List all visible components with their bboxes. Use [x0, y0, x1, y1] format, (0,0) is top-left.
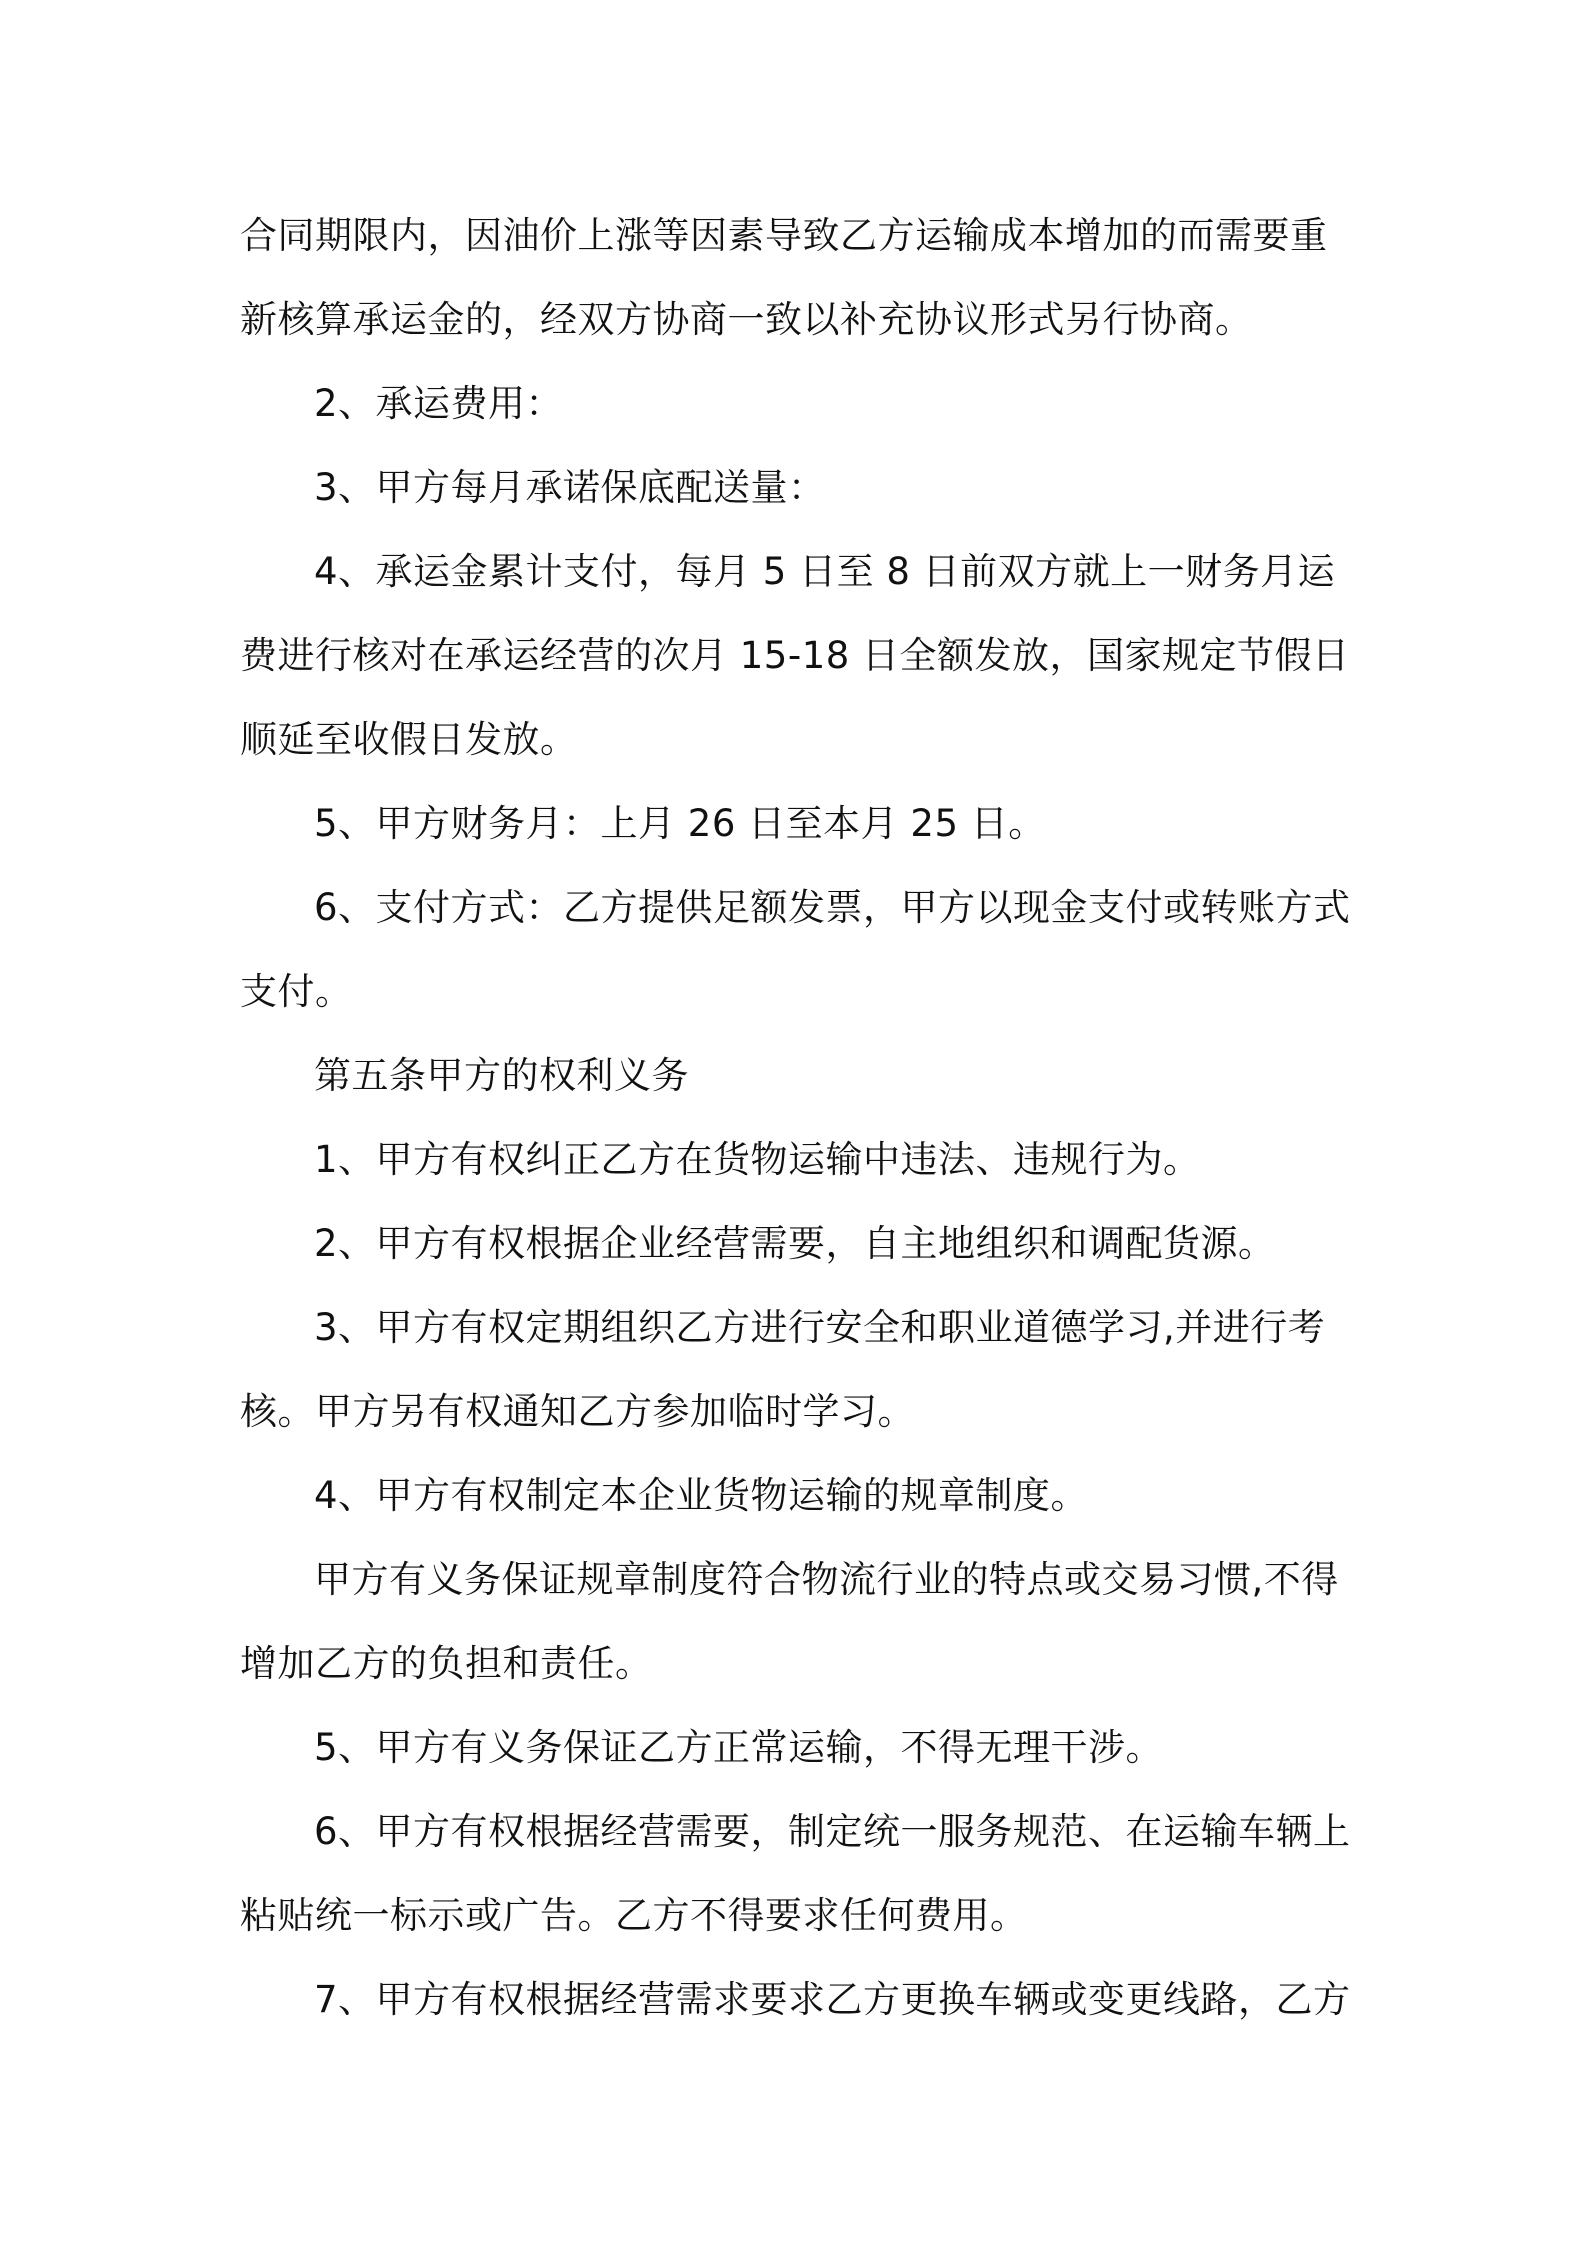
paragraph-right-change-vehicle: 7、甲方有权根据经营需求要求乙方更换车辆或变更线路，乙方	[314, 1978, 1351, 2021]
paragraph-minimum-volume: 3、甲方每月承诺保底配送量：	[314, 466, 826, 509]
paragraph-right-training: 3、甲方有权定期组织乙方进行安全和职业道德学习,并进行考核。甲方另有权通知乙方参加临时学习。	[240, 1306, 1326, 1433]
paragraph-duty-regulations: 甲方有义务保证规章制度符合物流行业的特点或交易习惯,不得增加乙方的负担和责任。	[240, 1558, 1339, 1685]
paragraph-duty-normal-transport: 5、甲方有义务保证乙方正常运输，不得无理干涉。	[314, 1726, 1164, 1769]
paragraph-freight-fee: 2、承运费用：	[314, 382, 564, 425]
paragraph-right-service-standards: 6、甲方有权根据经营需要，制定统一服务规范、在运输车辆上粘贴统一标示或广告。乙方不得要求任何费用。	[240, 1810, 1351, 1937]
paragraph-payment-method: 6、支付方式：乙方提供足额发票，甲方以现金支付或转账方式支付。	[240, 886, 1351, 1013]
paragraph-right-regulations: 4、甲方有权制定本企业货物运输的规章制度。	[314, 1474, 1089, 1517]
paragraph-right-correct: 1、甲方有权纠正乙方在货物运输中违法、违规行为。	[314, 1138, 1201, 1181]
paragraph-financial-month: 5、甲方财务月：上月 26 日至本月 25 日。	[314, 802, 1046, 845]
paragraph-right-allocate: 2、甲方有权根据企业经营需要，自主地组织和调配货源。	[314, 1222, 1276, 1265]
section-heading-article-five: 第五条甲方的权利义务	[314, 1054, 689, 1097]
paragraph-payment-schedule: 4、承运金累计支付，每月 5 日至 8 日前双方就上一财务月运费进行核对在承运经营的次月 15-18 日全额发放，国家规定节假日顺延至收假日发放。	[240, 550, 1350, 761]
paragraph-fuel-price-clause: 合同期限内，因油价上涨等因素导致乙方运输成本增加的而需要重新核算承运金的，经双方协商一致以补充协议形式另行协商。	[240, 214, 1328, 341]
document-body	[240, 194, 1360, 2042]
